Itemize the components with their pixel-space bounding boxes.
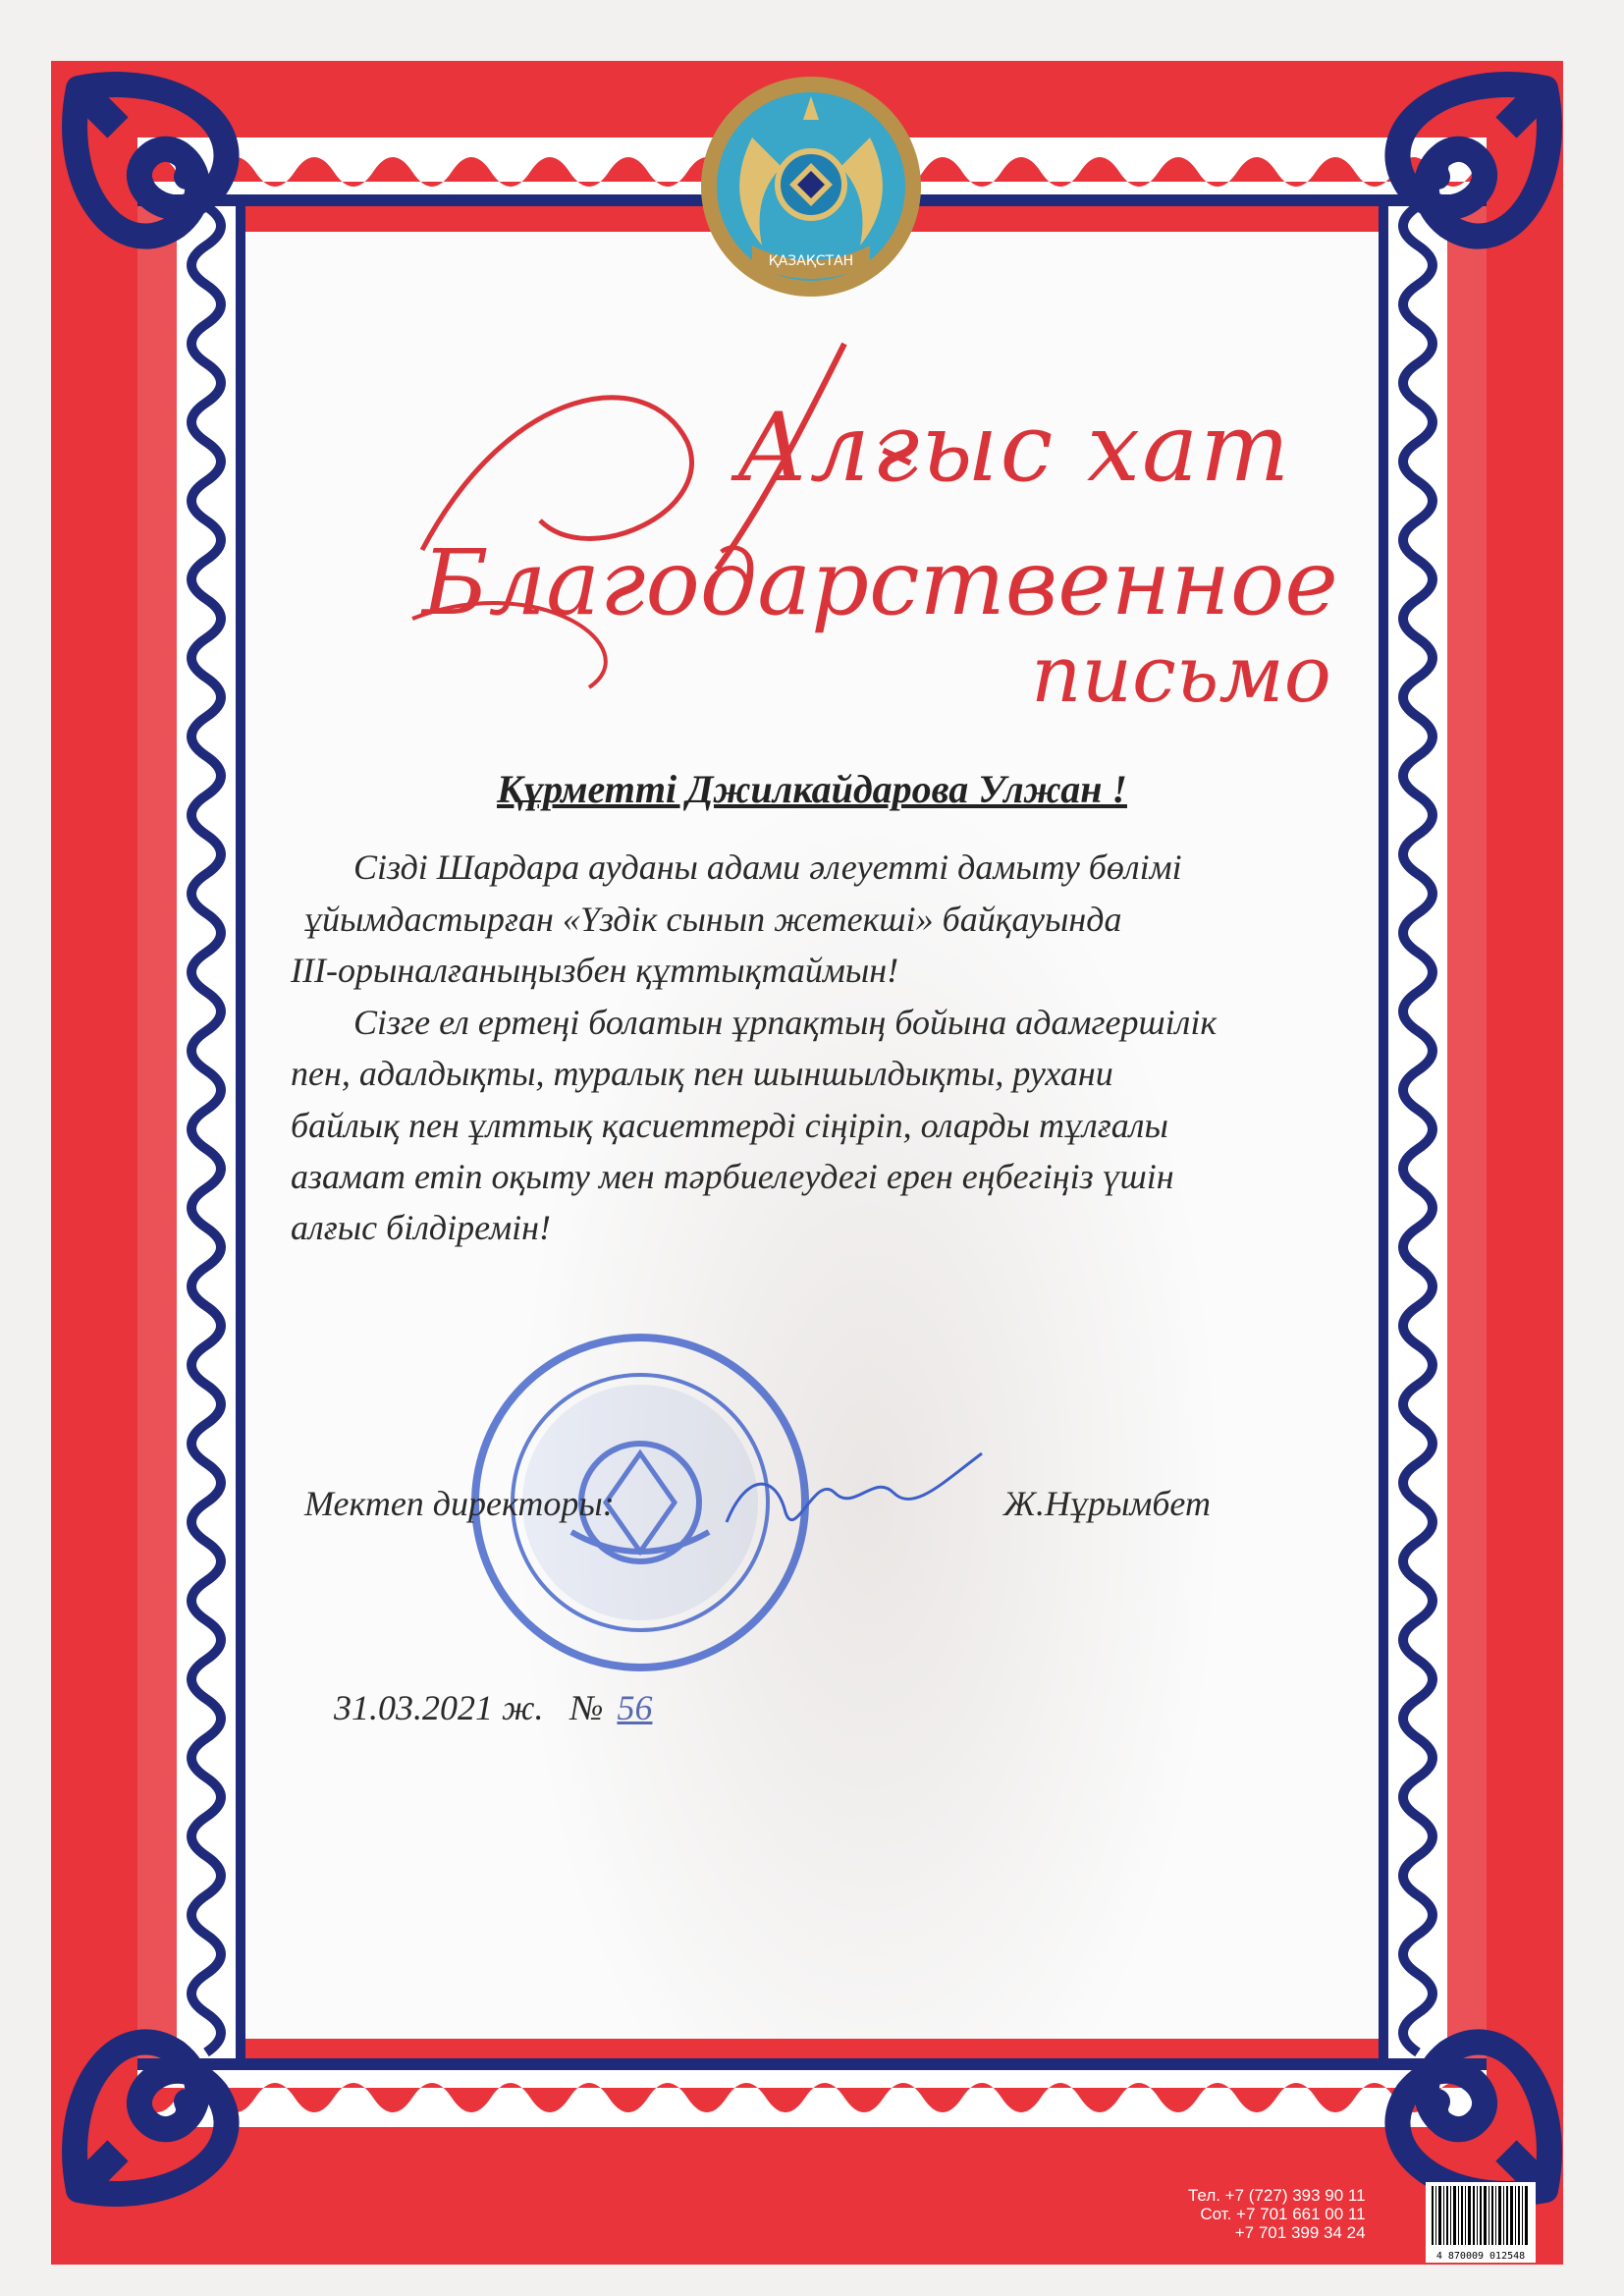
barcode-number: 4 870009 012548 (1435, 2251, 1526, 2262)
signature-name: Ж.Нұрымбет (1003, 1484, 1211, 1523)
barcode-icon (1426, 2182, 1536, 2263)
number-label: № (569, 1688, 604, 1727)
contact-tel: Тел. +7 (727) 393 90 11 (1188, 2186, 1366, 2205)
body-line-7: азамат етіп оқыту мен тәрбиелеудегі ерен еңбегіңіз үшін (291, 1157, 1174, 1196)
body-line-5: пен, адалдықты, туралық пен шыншылдықты, рухани (291, 1054, 1113, 1093)
body-line-6: байлық пен ұлттық қасиеттерді сіңіріп, оларды тұлғалы (291, 1106, 1168, 1145)
bottom-ornament-band (137, 2058, 1487, 2127)
left-ornament-band (137, 206, 245, 2058)
emblem-caption: ҚАЗАҚСТАН (768, 253, 854, 269)
recipient-greeting (0, 766, 1624, 812)
body-line-3: ІІІ-орыналғаныңызбен құттықтаймын! (291, 951, 899, 990)
body-line-1: Сізді Шардара ауданы адами әлеуетті дамыту бөлімі (353, 847, 1182, 887)
signature-scribble-icon (707, 1434, 1001, 1552)
document-number: 56 (617, 1688, 653, 1727)
date-text: 31.03.2021 ж. (334, 1688, 544, 1727)
title-russian-line1: Благодарственное (422, 530, 1338, 635)
kazakhstan-emblem-icon (693, 69, 929, 304)
title-kazakh: Алғыс хат (736, 393, 1292, 503)
publisher-contacts (1188, 2186, 1366, 2242)
contact-tel2: +7 701 399 34 24 (1234, 2223, 1366, 2242)
contact-sot: Сот. +7 701 661 00 11 (1200, 2205, 1366, 2223)
title-russian-line2: письмо (1031, 629, 1331, 720)
recipient-text: Құрметті Джилкайдарова Улжан ! (497, 767, 1127, 811)
right-ornament-band (1379, 206, 1487, 2058)
signature-label: Мектеп директоры: (304, 1484, 615, 1523)
date-line (334, 1687, 666, 1728)
body-line-8: алғыс білдіремін! (291, 1208, 552, 1247)
body-line-4: Сізге ел ертеңі болатын ұрпақтың бойына адамгершілік (353, 1003, 1218, 1042)
body-line-2: ұйымдастырған «Үздік сынып жетекші» байқауында (304, 900, 1122, 939)
